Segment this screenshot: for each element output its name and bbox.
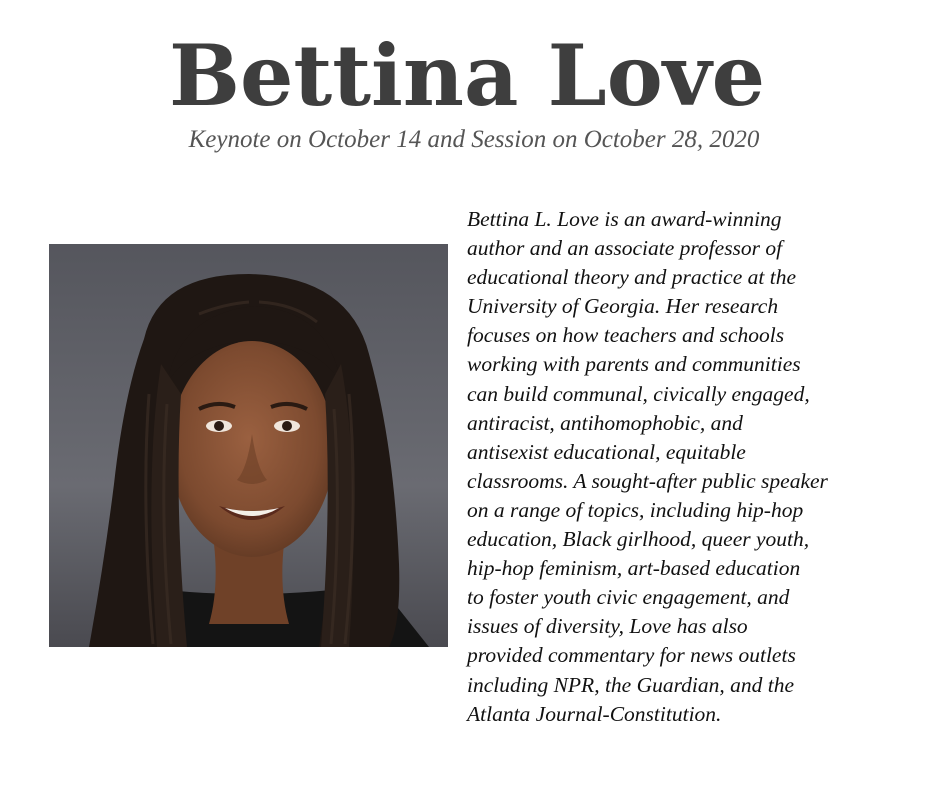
event-dates-subtitle: Keynote on October 14 and Session on October 28, 2020 [188,126,760,153]
bio-line: working with parents and communities [467,352,801,377]
bio-line: antisexist educational, equitable [467,439,746,464]
bio-line: including NPR, the Guardian, and the [467,672,795,697]
bio-line: educational theory and practice at the [467,265,796,290]
bio-line: author and an associate professor of [467,236,783,261]
bio-line: on a range of topics, including hip-hop [467,497,804,522]
bio-line: education, Black girlhood, queer youth, [467,527,810,552]
bio-line: antiracist, antihomophobic, and [467,410,743,435]
speaker-name-heading: Bettina Love [168,26,766,125]
speaker-bio [467,205,877,729]
speaker-portrait [49,244,448,647]
bio-line: University of Georgia. Her research [467,294,779,319]
bio-line: Atlanta Journal-Constitution. [467,701,722,726]
bio-line: focuses on how teachers and schools [467,323,785,348]
bio-line: can build communal, civically engaged, [467,381,810,406]
bio-line: classrooms. A sought-after public speaker [467,468,828,493]
bio-line: issues of diversity, Love has also [467,614,748,639]
bio-line: hip-hop feminism, art-based education [467,556,801,581]
bio-line: Bettina L. Love is an award-winning [467,207,782,231]
bio-line: provided commentary for news outlets [467,643,796,668]
bio-line: to foster youth civic engagement, and [467,585,790,610]
